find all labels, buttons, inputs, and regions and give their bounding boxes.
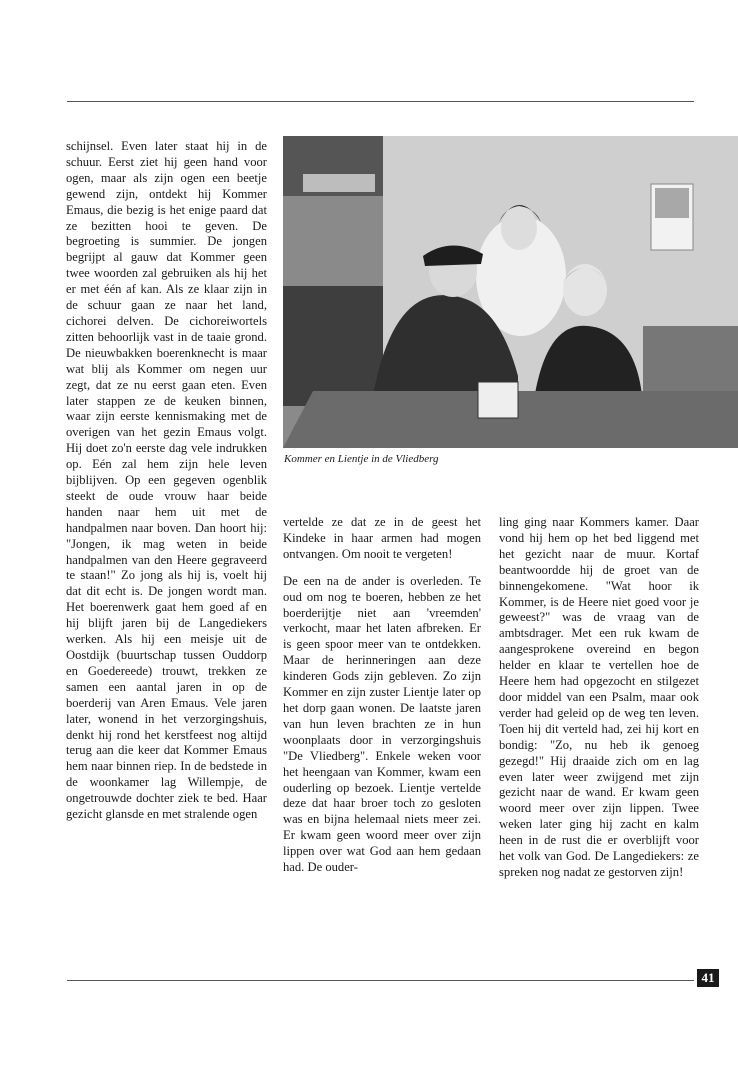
paragraph: vertelde ze dat ze in de geest het Kindeke in haar armen had mogen ontvangen. Om nooit te vergeten! bbox=[283, 515, 481, 561]
photo-caption: Kommer en Lientje in de Vliedberg bbox=[284, 453, 439, 465]
text-column-left bbox=[66, 139, 267, 823]
photo-illustration bbox=[283, 136, 738, 448]
photo bbox=[283, 136, 738, 448]
top-rule bbox=[67, 101, 694, 102]
paragraph: schijnsel. Even later staat hij in de schuur. Eerst ziet hij geen hand voor ogen, maar als zijn ogen een beetje gewend zijn, ontdekt hij Kommer Emaus, die bezig is het enige paard dat ze bezitten hooi te geven. De begroeting is summier. De jongen begrijpt al gauw dat Kommer geen twee woorden zal gebruiken als hij het er met één af kan. Als ze klaar zijn in de schuur gaan ze naar het land, cichorei delven. De cichoreiwortels zitten behoorlijk vast in de taaie grond. De nieuwbakken boerenknecht is maar wat blij als Kommer om negen uur zegt, dat ze nu eerst gaan eten. Even later stappen ze de keuken binnen, waar zijn eerste kennismaking met de overigen van het gezin Emaus volgt. Hij doet zo'n eerste dag vele indrukken op. Eén zal hem zijn hele leven bijblijven. Op een gegeven ogenblik steekt de oude vrouw haar beide handen naar hem uit met de handpalmen naar boven. Dan hoort hij: "Jongen, ik mag weten in beide handpalmen van den Heere gegraveerd te staan!" Zo jong als hij is, voelt hij dat dit echt is. De jongen wordt man. Het boerenwerk gaat hem goed af en hij blijft jaren bij de Langediekers werken. Als hij een meisje uit de Oostdijk (buurtschap tussen Ouddorp en Goedereede) trouwt, trekken ze samen een aantal jaren in op de boerderij van Aren Emaus. Vele jaren later, wonend in het verzorgingshuis, denkt hij rond het kerstfeest nog altijd terug aan die keer dat Kommer Emaus hem naar binnen riep. In de bedstede in de woonkamer lag Willempje, de ongetrouwde dochter ziek te bed. Haar gezicht glansde en met stralende ogen bbox=[66, 139, 267, 822]
page-number: 41 bbox=[697, 969, 719, 987]
text-column-middle bbox=[283, 515, 481, 876]
paragraph: De een na de ander is overleden. Te oud om nog te boeren, hebben ze het boerderijtje niet aan 'vreemden' verkocht, maar het laten afbreken. Er is geen spoor meer van te ontdekken. Maar de herinneringen aan deze kinderen Gods zijn gebleven. Zo zijn Kommer en zijn zuster Lientje later op het dorp gaan wonen. De laatste jaren van hun leven brachten ze in hun woonplaats door in verzorgingshuis "De Vliedberg". Enkele weken voor het heengaan van Kommer, kwam een ouderling op bezoek. Lientje vertelde deze dat haar broer toch zo gesloten was en bijna helemaal niets meer zei. Er kwam geen woord meer over zijn lippen over wat God aan hem gedaan had. De ouder- bbox=[283, 573, 481, 875]
bottom-rule bbox=[67, 980, 694, 981]
paragraph: ling ging naar Kommers kamer. Daar vond hij hem op het bed liggend met het gezicht naar de muur. Kortaf beantwoordde hij de groet van de binnengekomene. "Wat hoor ik Kommer, is de Heere niet goed voor je geweest?" was de vraag van de ambtsdrager. Met een ruk kwam de aangesprokene overeind en begon helder en klaar te vertellen hoe de Heere hem had opgezocht en stilgezet door middel van een Psalm, maar ook verder had geleid op de weg ten leven. Toen hij dit verteld had, zei hij kort en bondig: "Zo, nu heb ik genoeg gezegd!" Hij draaide zich om en lag even later weer zwijgend met zijn gezicht naar de wand. Er kwam geen woord meer over zijn lippen. Twee weken later ging hij zacht en kalm heen in de rust die er overblijft voor het volk van God. De Langediekers: ze spreken nog nadat ze gestorven zijn! bbox=[499, 515, 699, 879]
text-column-right bbox=[499, 515, 699, 881]
